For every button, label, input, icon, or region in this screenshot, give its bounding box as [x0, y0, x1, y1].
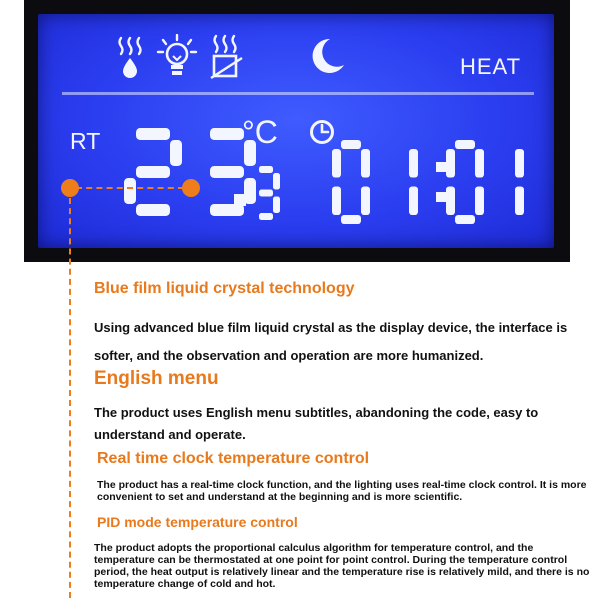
- room-temperature-label: RT: [70, 128, 101, 154]
- segment-a: [136, 128, 170, 140]
- humidifier-icon: [115, 36, 145, 78]
- segment-b: [475, 149, 484, 178]
- segment-digit-0: [446, 140, 484, 224]
- feature-body-english-menu: The product uses English menu subtitles, abandoning the code, easy to understand and operate.: [94, 405, 539, 442]
- segment-b: [409, 149, 418, 178]
- segment-digit-2: [124, 128, 182, 216]
- feature-title-english-menu: English menu: [94, 368, 219, 389]
- feature-body-real-time-clock: The product has a real-time clock function, and the lighting uses real-time clock control. It is more convenient to set and understand at the beginning and is more scientific.: [97, 479, 587, 503]
- mode-label: HEAT: [460, 54, 522, 79]
- segment-c: [409, 187, 418, 216]
- decimal-point: [234, 194, 246, 206]
- segment-digit-0: [332, 140, 370, 224]
- segment-digit-1: [409, 149, 418, 215]
- segment-b: [273, 173, 280, 190]
- lcd-screen: [38, 14, 554, 248]
- segment-g: [136, 166, 170, 178]
- segment-b: [361, 149, 370, 178]
- segment-b: [515, 149, 524, 178]
- temperature-unit: °C: [242, 114, 278, 150]
- segment-digit-3: [259, 166, 280, 220]
- heater-icon: [210, 34, 244, 80]
- feature-body-blue-film: Using advanced blue film liquid crystal as the display device, the interface is softer, and the observation and operation are more humanized.: [94, 320, 568, 363]
- segment-g: [210, 166, 244, 178]
- segment-d: [341, 215, 361, 224]
- segment-a: [210, 128, 244, 140]
- temperature-decimal-digit: [250, 164, 282, 222]
- segment-c: [273, 197, 280, 214]
- segment-a: [259, 166, 273, 173]
- callout-dashed-line-vertical: [69, 198, 71, 598]
- clock-colon-bottom: [436, 192, 446, 202]
- segment-a: [455, 140, 475, 149]
- feature-title-real-time-clock: Real time clock temperature control: [97, 450, 370, 467]
- segment-c: [475, 187, 484, 216]
- segment-digit-1: [515, 149, 524, 215]
- segment-f: [446, 149, 455, 178]
- callout-marker-right: [182, 179, 200, 197]
- clock-digits: [328, 136, 528, 228]
- feature-title-pid-mode: PID mode temperature control: [97, 514, 298, 530]
- segment-e: [332, 187, 341, 216]
- segment-f: [332, 149, 341, 178]
- callout-dashed-line-horizontal: [76, 187, 184, 189]
- segment-d: [455, 215, 475, 224]
- segment-e: [124, 178, 136, 204]
- segment-d: [259, 213, 273, 220]
- segment-g: [259, 190, 273, 197]
- moon-icon: [306, 36, 346, 76]
- segment-b: [170, 140, 182, 166]
- lcd-divider: [62, 92, 534, 95]
- segment-d: [136, 204, 170, 216]
- segment-c: [361, 187, 370, 216]
- segment-c: [515, 187, 524, 216]
- feature-body-pid-mode: The product adopts the proportional calculus algorithm for temperature control, and the temperature can be thermostated at one point for point control. During the temperature control period, the heat output is relatively linear and the temperature rise is relatively mild, and there is no temperature change of cold and hot.: [94, 542, 590, 590]
- segment-a: [341, 140, 361, 149]
- segment-e: [446, 187, 455, 216]
- feature-title-blue-film: Blue film liquid crystal technology: [94, 280, 355, 297]
- clock-colon-top: [436, 162, 446, 172]
- light-bulb-icon: [156, 34, 198, 78]
